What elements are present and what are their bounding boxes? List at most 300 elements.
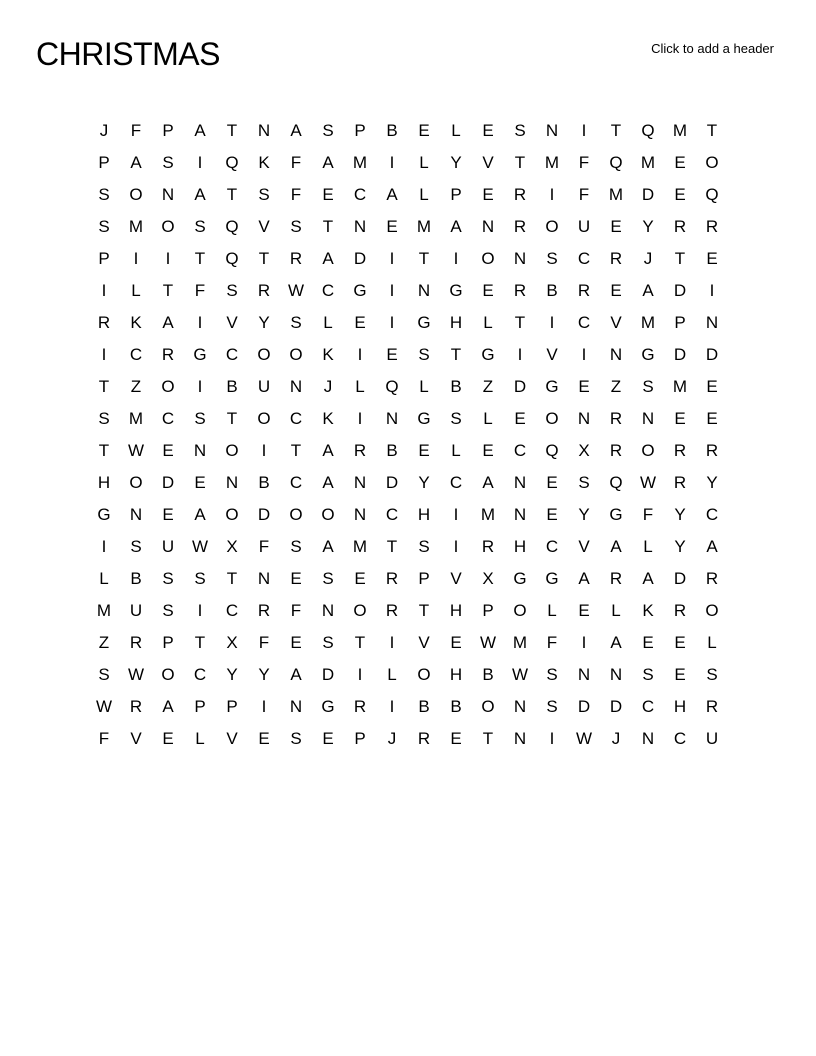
grid-letter: E [290,569,302,588]
grid-letter: A [578,569,590,588]
grid-letter: M [128,217,144,236]
grid-letter: S [258,185,270,204]
grid-letter: G [321,697,335,716]
grid-letter: V [482,153,494,172]
grid-letter: V [546,345,558,364]
grid-letter: E [482,441,494,460]
grid-row [88,339,728,371]
grid-letter: J [323,377,333,396]
grid-letter: M [352,537,368,556]
grid-letter: L [355,377,365,396]
grid-letter: T [226,121,238,140]
grid-letter: E [354,569,366,588]
grid-letter: R [609,441,623,460]
grid-letter: I [197,313,203,332]
grid-letter: J [387,729,397,748]
grid-letter: P [354,729,366,748]
grid-letter: E [674,153,686,172]
grid-letter: T [194,633,206,652]
grid-letter: V [418,633,430,652]
grid-letter: R [513,281,527,300]
grid-letter: D [353,249,367,268]
grid-letter: F [578,153,590,172]
grid-letter: E [162,729,174,748]
grid-letter: S [130,537,142,556]
grid-letter: T [418,601,430,620]
grid-letter: L [483,313,493,332]
grid-letter: E [194,473,206,492]
grid-letter: A [706,537,718,556]
grid-row [88,691,728,723]
grid-letter: S [98,217,110,236]
grid-letter: F [290,153,302,172]
grid-letter: N [161,185,175,204]
grid-letter: P [418,569,430,588]
grid-letter: S [546,697,558,716]
grid-letter: E [162,441,174,460]
grid-letter: W [287,281,305,300]
grid-letter: E [386,217,398,236]
grid-letter: C [545,537,559,556]
grid-letter: P [674,313,686,332]
grid-letter: I [581,345,587,364]
grid-letter: N [257,569,271,588]
grid-letter: O [545,217,559,236]
grid-letter: U [577,217,591,236]
grid-row [88,115,728,147]
grid-letter: C [289,473,303,492]
grid-letter: W [191,537,209,556]
grid-letter: C [641,697,655,716]
grid-letter: T [226,185,238,204]
grid-letter: T [226,409,238,428]
grid-letter: D [673,345,687,364]
grid-letter: A [322,537,334,556]
grid-letter: I [389,697,395,716]
grid-letter: S [98,665,110,684]
grid-letter: S [418,345,430,364]
grid-letter: C [161,409,175,428]
grid-letter: S [546,665,558,684]
grid-letter: R [577,281,591,300]
grid-letter: R [257,281,271,300]
grid-letter: A [610,633,622,652]
grid-letter: F [194,281,206,300]
grid-letter: R [673,217,687,236]
grid-letter: I [389,313,395,332]
grid-letter: C [577,313,591,332]
grid-letter: A [130,153,142,172]
grid-letter: L [195,729,205,748]
grid-letter: P [98,153,110,172]
grid-letter: E [258,729,270,748]
grid-letter: C [385,505,399,524]
grid-letter: R [289,249,303,268]
grid-letter: S [642,377,654,396]
grid-letter: I [197,601,203,620]
grid-letter: I [101,281,107,300]
grid-letter: A [162,697,174,716]
grid-letter: L [323,313,333,332]
grid-row [88,403,728,435]
grid-letter: C [513,441,527,460]
grid-letter: E [578,601,590,620]
grid-letter: S [578,473,590,492]
grid-letter: T [706,121,718,140]
grid-letter: O [225,441,239,460]
grid-letter: B [386,441,398,460]
grid-letter: M [352,153,368,172]
grid-letter: H [417,505,431,524]
grid-letter: O [641,441,655,460]
grid-letter: Q [609,153,623,172]
grid-letter: N [513,505,527,524]
grid-letter: A [482,473,494,492]
grid-row [88,435,728,467]
grid-letter: B [226,377,238,396]
grid-letter: J [643,249,653,268]
grid-letter: W [95,697,113,716]
grid-letter: D [161,473,175,492]
page-title: CHRISTMAS [36,36,220,72]
grid-letter: W [575,729,593,748]
grid-letter: O [289,505,303,524]
grid-letter: C [129,345,143,364]
grid-row [88,627,728,659]
grid-letter: E [706,409,718,428]
grid-letter: T [610,121,622,140]
grid-letter: I [261,441,267,460]
grid-letter: E [418,441,430,460]
grid-letter: O [257,345,271,364]
grid-letter: R [97,313,111,332]
grid-letter: A [194,185,206,204]
word-search-grid [88,115,728,755]
grid-letter: E [610,281,622,300]
grid-row [88,243,728,275]
grid-letter: S [514,121,526,140]
grid-letter: R [385,569,399,588]
grid-letter: D [513,377,527,396]
grid-letter: Q [225,249,239,268]
grid-letter: P [162,633,174,652]
grid-letter: E [706,249,718,268]
grid-letter: A [642,281,654,300]
grid-letter: J [99,121,109,140]
grid-letter: D [609,697,623,716]
grid-letter: V [610,313,622,332]
grid-letter: E [578,377,590,396]
grid-letter: T [514,313,526,332]
grid-letter: O [545,409,559,428]
grid-letter: B [482,665,494,684]
grid-letter: A [322,473,334,492]
grid-letter: S [546,249,558,268]
grid-letter: Z [130,377,142,396]
grid-letter: J [611,729,621,748]
grid-letter: I [165,249,171,268]
grid-letter: E [450,633,462,652]
grid-letter: N [225,473,239,492]
grid-letter: Y [578,505,590,524]
grid-letter: Z [610,377,622,396]
grid-letter: O [353,601,367,620]
grid-letter: G [545,569,559,588]
grid-letter: S [194,217,206,236]
grid-letter: I [549,313,555,332]
grid-letter: B [130,569,142,588]
grid-letter: A [642,569,654,588]
grid-letter: N [321,601,335,620]
grid-letter: F [98,729,110,748]
grid-letter: M [544,153,560,172]
grid-letter: S [162,601,174,620]
grid-letter: O [481,697,495,716]
grid-letter: Q [705,185,719,204]
grid-letter: I [581,633,587,652]
grid-letter: A [610,537,622,556]
grid-letter: O [321,505,335,524]
grid-letter: A [194,505,206,524]
grid-letter: B [450,377,462,396]
grid-letter: N [577,665,591,684]
grid-letter: N [609,345,623,364]
grid-letter: H [449,313,463,332]
grid-letter: L [419,185,429,204]
grid-letter: I [389,249,395,268]
grid-letter: N [481,217,495,236]
grid-letter: S [450,409,462,428]
grid-letter: Q [385,377,399,396]
grid-letter: I [261,697,267,716]
grid-letter: O [513,601,527,620]
grid-letter: Q [609,473,623,492]
grid-letter: T [322,217,334,236]
grid-letter: R [353,697,367,716]
grid-letter: M [640,313,656,332]
grid-letter: Y [674,505,686,524]
grid-letter: C [449,473,463,492]
grid-letter: C [353,185,367,204]
grid-letter: F [642,505,654,524]
grid-letter: R [705,697,719,716]
grid-letter: N [129,505,143,524]
grid-letter: N [257,121,271,140]
grid-letter: X [578,441,590,460]
grid-row [88,499,728,531]
grid-letter: S [290,537,302,556]
grid-letter: S [322,121,334,140]
grid-letter: A [450,217,462,236]
grid-letter: R [705,217,719,236]
grid-letter: R [481,537,495,556]
grid-letter: Y [706,473,718,492]
grid-letter: I [453,505,459,524]
grid-letter: I [197,153,203,172]
grid-letter: P [194,697,206,716]
grid-letter: P [162,121,174,140]
grid-letter: F [546,633,558,652]
grid-letter: I [357,409,363,428]
grid-letter: W [127,665,145,684]
grid-letter: E [482,121,494,140]
grid-letter: N [545,121,559,140]
grid-letter: P [482,601,494,620]
grid-row [88,147,728,179]
grid-letter: C [673,729,687,748]
grid-letter: C [225,601,239,620]
grid-letter: Y [226,665,238,684]
grid-letter: I [357,665,363,684]
grid-letter: I [101,345,107,364]
grid-letter: O [225,505,239,524]
grid-letter: D [385,473,399,492]
grid-letter: D [577,697,591,716]
grid-letter: N [417,281,431,300]
grid-letter: B [450,697,462,716]
grid-letter: I [581,121,587,140]
grid-letter: C [289,409,303,428]
grid-letter: M [96,601,112,620]
grid-letter: B [258,473,270,492]
grid-letter: L [419,377,429,396]
header-placeholder[interactable]: Click to add a header [651,41,774,56]
grid-letter: N [513,473,527,492]
grid-letter: L [611,601,621,620]
grid-letter: G [193,345,207,364]
grid-letter: M [128,409,144,428]
grid-letter: L [99,569,109,588]
grid-letter: N [609,665,623,684]
grid-row [88,563,728,595]
grid-letter: Y [642,217,654,236]
grid-letter: V [226,729,238,748]
grid-letter: L [547,601,557,620]
grid-letter: U [257,377,271,396]
grid-letter: A [290,665,302,684]
grid-letter: T [482,729,494,748]
grid-letter: O [161,377,175,396]
grid-letter: E [386,345,398,364]
grid-letter: C [225,345,239,364]
grid-letter: R [609,409,623,428]
grid-letter: R [513,217,527,236]
grid-letter: P [354,121,366,140]
grid-letter: V [450,569,462,588]
grid-row [88,275,728,307]
grid-letter: Z [98,633,110,652]
grid-letter: S [290,217,302,236]
grid-letter: Q [641,121,655,140]
grid-letter: P [98,249,110,268]
grid-letter: C [321,281,335,300]
grid-letter: Y [258,665,270,684]
grid-letter: G [417,313,431,332]
grid-letter: N [641,729,655,748]
grid-letter: N [577,409,591,428]
grid-letter: Y [418,473,430,492]
grid-letter: U [129,601,143,620]
grid-letter: I [389,281,395,300]
grid-letter: S [290,729,302,748]
grid-row [88,211,728,243]
grid-letter: S [162,153,174,172]
grid-letter: N [353,217,367,236]
grid-letter: E [674,409,686,428]
grid-letter: K [322,409,334,428]
grid-letter: P [226,697,238,716]
grid-letter: E [482,185,494,204]
grid-letter: S [322,569,334,588]
grid-letter: M [416,217,432,236]
grid-letter: U [161,537,175,556]
grid-letter: S [226,281,238,300]
grid-letter: M [512,633,528,652]
grid-row [88,531,728,563]
grid-letter: N [641,409,655,428]
grid-letter: O [481,249,495,268]
grid-letter: G [449,281,463,300]
grid-letter: A [162,313,174,332]
grid-letter: G [545,377,559,396]
grid-letter: R [705,441,719,460]
grid-letter: Y [450,153,462,172]
grid-letter: O [129,185,143,204]
grid-letter: W [639,473,657,492]
grid-row [88,467,728,499]
grid-letter: D [641,185,655,204]
grid-letter: D [673,281,687,300]
grid-letter: E [674,665,686,684]
grid-letter: N [353,473,367,492]
grid-letter: D [257,505,271,524]
grid-letter: L [451,441,461,460]
grid-letter: E [418,121,430,140]
grid-letter: I [549,729,555,748]
grid-letter: A [322,249,334,268]
grid-letter: V [258,217,270,236]
grid-letter: S [98,185,110,204]
grid-letter: S [322,633,334,652]
grid-letter: R [353,441,367,460]
grid-letter: S [98,409,110,428]
grid-letter: T [290,441,302,460]
grid-letter: T [386,537,398,556]
grid-letter: V [226,313,238,332]
grid-letter: Y [674,537,686,556]
grid-letter: I [517,345,523,364]
grid-row [88,179,728,211]
grid-letter: E [354,313,366,332]
grid-letter: I [549,185,555,204]
grid-letter: R [609,569,623,588]
grid-letter: O [161,665,175,684]
grid-letter: O [129,473,143,492]
grid-letter: M [608,185,624,204]
grid-letter: X [226,537,238,556]
grid-row [88,371,728,403]
grid-letter: A [322,441,334,460]
grid-letter: O [705,153,719,172]
grid-letter: T [514,153,526,172]
grid-letter: T [450,345,462,364]
grid-letter: H [449,665,463,684]
grid-letter: X [226,633,238,652]
grid-letter: R [705,569,719,588]
grid-letter: S [194,569,206,588]
grid-row [88,659,728,691]
grid-letter: M [672,121,688,140]
